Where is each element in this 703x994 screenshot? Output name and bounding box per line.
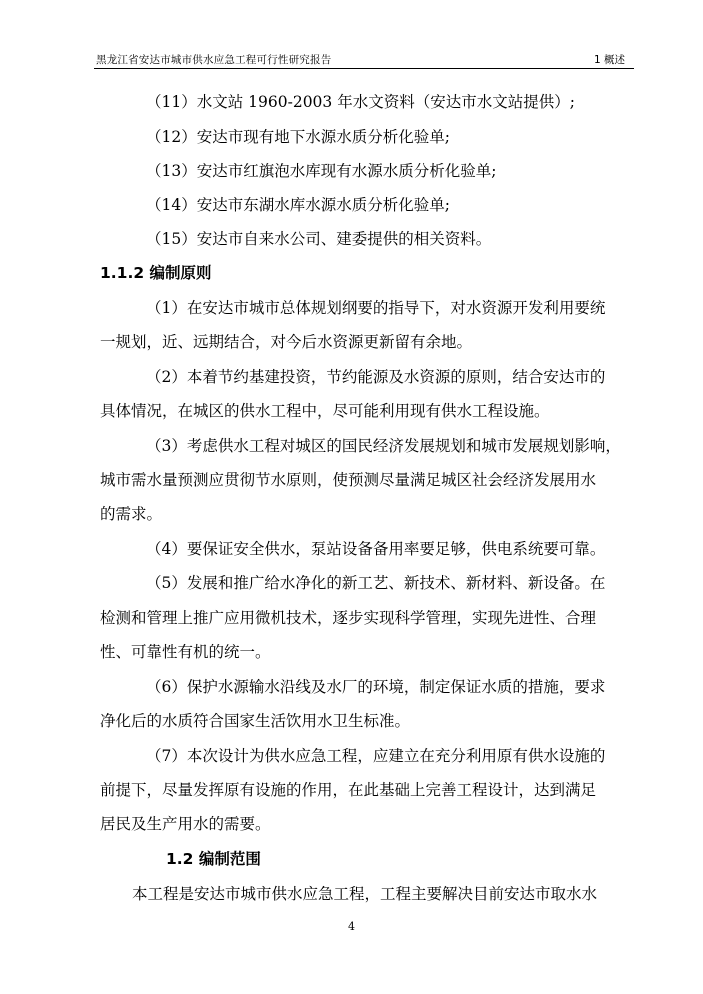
- principle-3-line-2: 城市需水量预测应贯彻节水原则，使预测尽量满足城区社会经济发展用水: [100, 471, 597, 489]
- header-section: 1 概述: [593, 54, 625, 66]
- reference-item-12: （12）安达市现有地下水源水质分析化验单;: [146, 128, 450, 146]
- principle-3-line-1: （3）考虑供水工程对城区的国民经济发展规划和城市发展规划影响，: [146, 437, 621, 455]
- principle-1-line-1: （1）在安达市城市总体规划纲要的指导下，对水资源开发利用要统: [146, 299, 606, 317]
- reference-item-11: （11）水文站 1960-2003 年水文资料（安达市水文站提供）;: [146, 93, 575, 111]
- principle-7-line-3: 居民及生产用水的需要。: [100, 815, 271, 833]
- section-heading-1-1-2: 1.1.2 编制原则: [100, 264, 212, 282]
- principle-3-line-3: 的需求。: [100, 505, 163, 523]
- scope-paragraph-line-1: 本工程是安达市城市供水应急工程，工程主要解决目前安达市取水水: [132, 885, 598, 903]
- principle-7-line-1: （7）本次设计为供水应急工程，应建立在充分利用原有供水设施的: [146, 747, 606, 765]
- principle-1-line-2: 一规划，近、远期结合，对今后水资源更新留有余地。: [100, 333, 473, 351]
- principle-2-line-2: 具体情况，在城区的供水工程中，尽可能利用现有供水工程设施。: [100, 402, 550, 420]
- reference-item-13: （13）安达市红旗泡水库现有水源水质分析化验单;: [146, 162, 497, 180]
- principle-5-line-1: （5）发展和推广给水净化的新工艺、新技术、新材料、新设备。在: [146, 574, 606, 592]
- principle-2-line-1: （2）本着节约基建投资，节约能源及水资源的原则，结合安达市的: [146, 368, 606, 386]
- reference-item-15: （15）安达市自来水公司、建委提供的相关资料。: [146, 230, 492, 248]
- header-title: 黑龙江省安达市城市供水应急工程可行性研究报告: [96, 54, 332, 66]
- principle-6-line-1: （6）保护水源输水沿线及水厂的环境，制定保证水质的措施，要求: [146, 678, 606, 696]
- reference-item-14: （14）安达市东湖水库水源水质分析化验单;: [146, 196, 450, 214]
- header-divider: [94, 68, 634, 69]
- principle-5-line-2: 检测和管理上推广应用微机技术，逐步实现科学管理，实现先进性、合理: [100, 609, 597, 627]
- principle-5-line-3: 性、可靠性有机的统一。: [100, 643, 271, 661]
- page-number: 4: [348, 920, 355, 933]
- principle-4-line-1: （4）要保证安全供水，泵站设备备用率要足够，供电系统要可靠。: [146, 540, 606, 558]
- section-heading-1-2: 1.2 编制范围: [166, 850, 261, 868]
- principle-7-line-2: 前提下，尽量发挥原有设施的作用，在此基础上完善工程设计，达到满足: [100, 781, 597, 799]
- principle-6-line-2: 净化后的水质符合国家生活饮用水卫生标准。: [100, 712, 411, 730]
